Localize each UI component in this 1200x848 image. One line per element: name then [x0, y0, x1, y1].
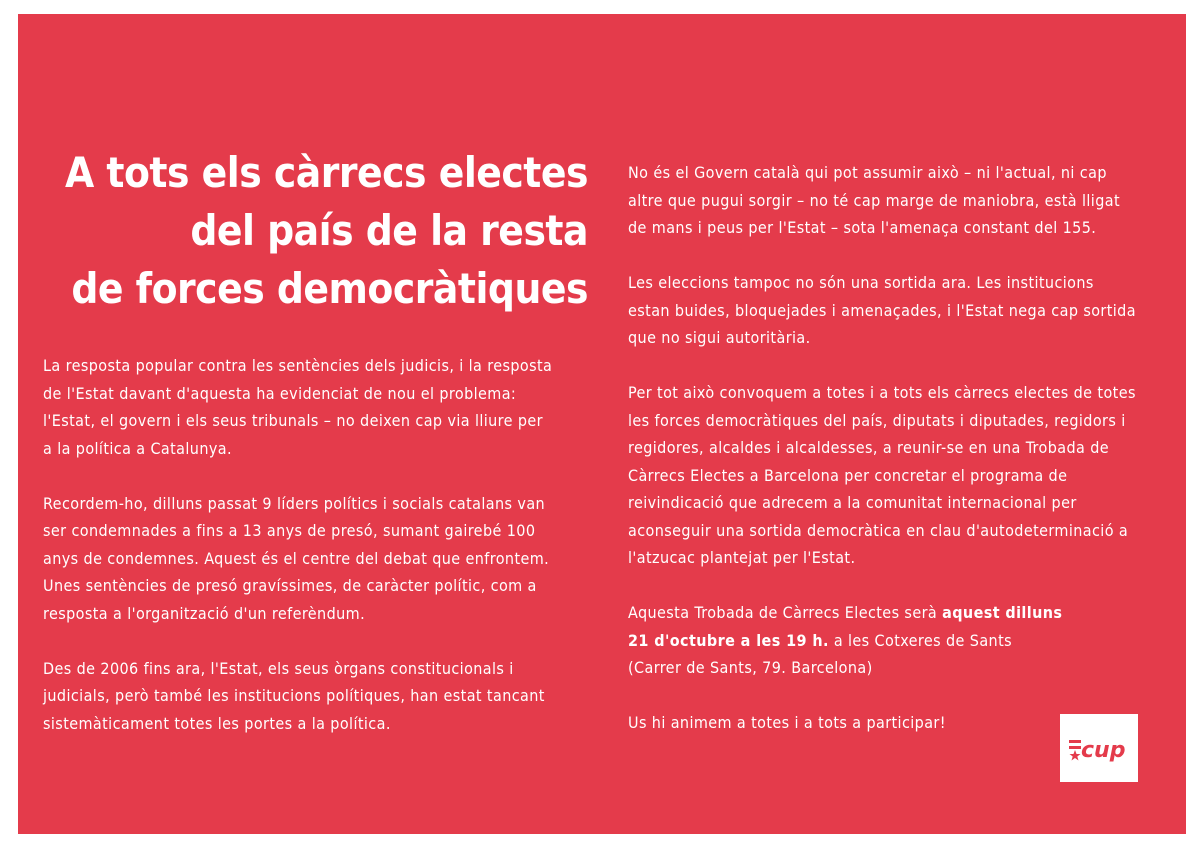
paragraph — [43, 490, 603, 628]
event-date-bold: aquest dilluns — [942, 603, 1063, 622]
text-line — [628, 599, 1173, 627]
text-line: les forces democràtiques del país, diputats i diputades, regidors i — [628, 410, 1126, 430]
text-line: de l'Estat davant d'aquesta ha evidenciat de nou el problema: — [43, 383, 517, 403]
event-time-bold: 21 d'octubre a les 19 h. — [628, 630, 829, 650]
paragraph — [628, 269, 1173, 352]
paragraph — [43, 352, 603, 462]
text-line: Unes sentències de presó gravíssimes, de caràcter polític, com a — [43, 576, 537, 595]
logo-text: cup — [1081, 738, 1126, 763]
title-line: del país de la resta — [190, 206, 588, 255]
text-line: de mans i peus per l'Estat – sota l'amenaça constant del 155. — [628, 218, 1097, 237]
text-line: ser condemnades a fins a 13 anys de presó, sumant gairebé 100 — [43, 521, 536, 540]
text-line: anys de condemnes. Aquest és el centre del debat que enfrontem. — [43, 548, 550, 568]
text-line: sistemàticament totes les portes a la política. — [43, 713, 391, 733]
text-line: Recordem-ho, dilluns passat 9 líders polítics i socials catalans van — [43, 493, 546, 513]
closing-text: Us hi animem a totes i a tots a participar! — [628, 713, 946, 732]
left-column — [43, 352, 603, 765]
text-line: a la política a Catalunya. — [43, 438, 232, 458]
event-venue: a les Cotxeres de Sants — [828, 630, 1013, 650]
text-line: aconseguir una sortida democràtica en clau d'autodeterminació a — [628, 520, 1129, 540]
paragraph — [628, 159, 1173, 242]
page-title — [28, 144, 588, 318]
cup-logo — [1060, 714, 1138, 782]
text-line: que no sigui autoritària. — [628, 328, 811, 347]
text-line: La resposta popular contra les sentències dels judicis, i la resposta — [43, 356, 553, 375]
poster — [18, 14, 1186, 834]
cup-logo-icon — [1068, 730, 1130, 766]
text-line — [628, 627, 1173, 655]
event-paragraph — [628, 599, 1173, 682]
text-line: estan buides, bloquejades i amenaçades, i l'Estat nega cap sortida — [628, 300, 1136, 320]
text-line: l'Estat, el govern i els seus tribunals – no deixen cap via lliure per — [43, 411, 543, 430]
right-column — [628, 159, 1173, 764]
paragraph — [628, 379, 1173, 572]
title-line: de forces democràtiques — [71, 264, 588, 313]
text-line: Càrrecs Electes a Barcelona per concretar el programa de — [628, 465, 1068, 485]
text-line: regidores, alcaldes i alcaldesses, a reunir-se en una Trobada de — [628, 438, 1109, 457]
text-line: reivindicació que adrecem a la comunitat internacional per — [628, 493, 1077, 512]
text-line: altre que pugui sorgir – no té cap marge de maniobra, està lligat — [628, 190, 1120, 210]
text-line: Per tot això convoquem a totes i a tots els càrrecs electes de totes — [628, 383, 1136, 402]
text-line: l'atzucac plantejat per l'Estat. — [628, 548, 856, 567]
title-line: A tots els càrrecs electes — [65, 148, 588, 197]
paragraph — [43, 655, 603, 738]
text-line: Des de 2006 fins ara, l'Estat, els seus òrgans constitucionals i — [43, 658, 514, 678]
text-line: No és el Govern català qui pot assumir això – ni l'actual, ni cap — [628, 163, 1107, 182]
text-line: judicials, però també les institucions polítiques, han estat tancant — [43, 686, 545, 705]
text-line: resposta a l'organització d'un referèndum. — [43, 603, 366, 623]
event-address: (Carrer de Sants, 79. Barcelona) — [628, 658, 873, 677]
event-text: Aquesta Trobada de Càrrecs Electes serà — [628, 603, 943, 622]
text-line: Les eleccions tampoc no són una sortida ara. Les institucions — [628, 273, 1094, 292]
